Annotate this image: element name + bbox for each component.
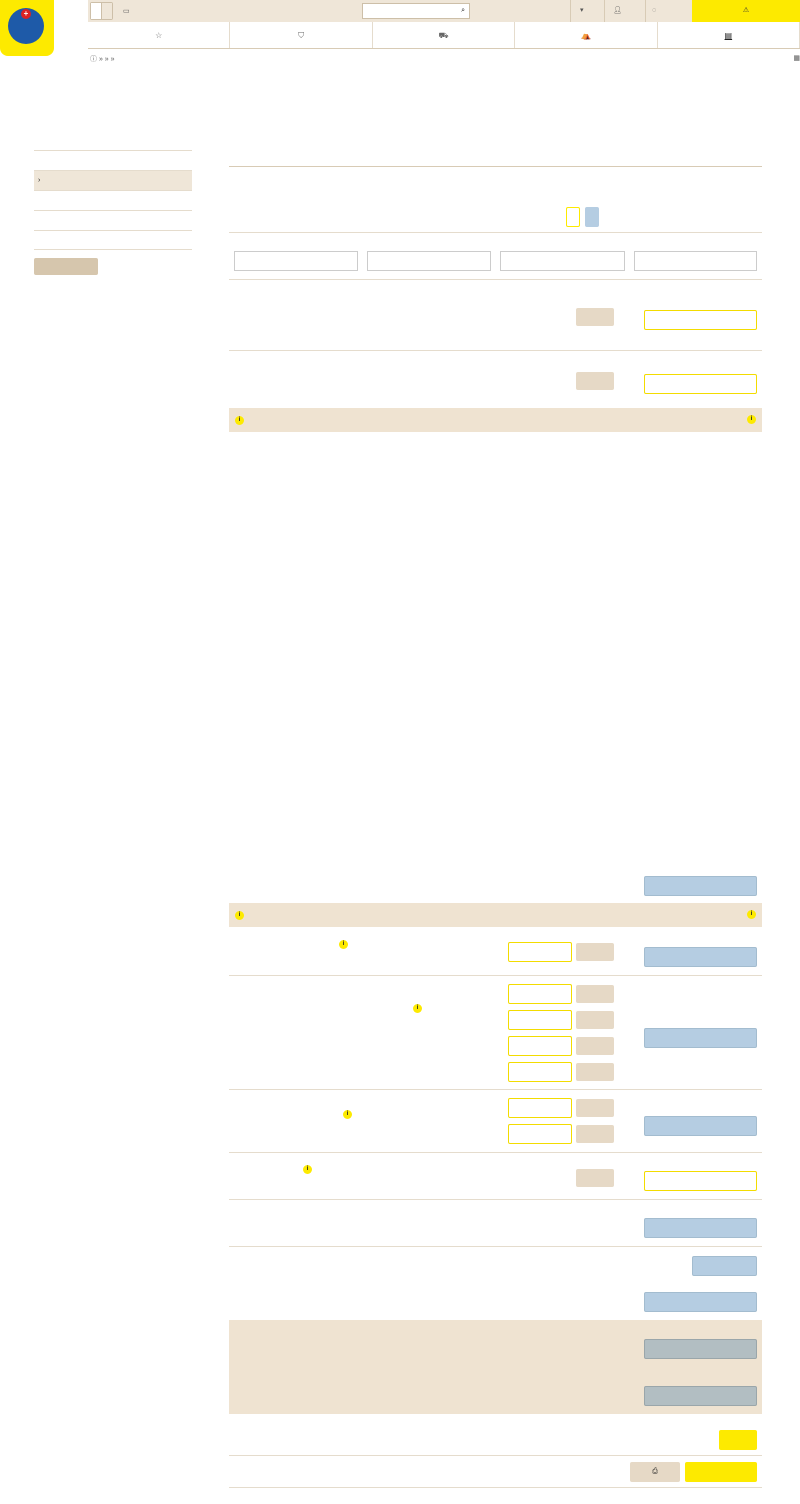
nav-cours[interactable] xyxy=(373,22,515,48)
chat-icon: ◌ xyxy=(652,7,657,14)
standard-button[interactable] xyxy=(576,985,614,1003)
clipboard-icon: ▤ xyxy=(724,30,733,40)
tcs-logo[interactable] xyxy=(0,0,54,56)
sidebar-item-livre-de-bord[interactable] xyxy=(34,210,192,230)
divider xyxy=(229,1199,762,1200)
fixed-costs-header xyxy=(229,408,762,432)
info-icon[interactable]: i xyxy=(413,1004,422,1013)
prix-input[interactable] xyxy=(644,310,757,330)
language-selector[interactable] xyxy=(580,0,584,22)
repair-input[interactable] xyxy=(644,1171,757,1191)
grid-icon: ▦ xyxy=(793,55,800,62)
km-input[interactable] xyxy=(644,374,757,394)
info-circle-icon: ⓘ xyxy=(90,56,97,63)
calculated-field-legend xyxy=(585,207,599,227)
tires-price-input[interactable] xyxy=(508,1098,572,1118)
info-icon[interactable]: i xyxy=(235,416,244,425)
print-button[interactable] xyxy=(630,1462,680,1482)
divider xyxy=(229,1152,762,1153)
fuel-label xyxy=(234,1011,424,1044)
entreprises-tab[interactable] xyxy=(102,3,112,19)
search-input[interactable] xyxy=(362,3,470,19)
particuliers-tab[interactable] xyxy=(91,3,102,19)
tent-icon: ⛺ xyxy=(580,31,591,40)
divider xyxy=(229,1246,762,1247)
divider xyxy=(229,350,762,351)
standard-button[interactable] xyxy=(576,1169,614,1187)
standard-button[interactable] xyxy=(576,308,614,326)
standard-button[interactable] xyxy=(576,372,614,390)
search-icon[interactable]: ⌕ xyxy=(461,7,465,14)
variable-total-value xyxy=(644,1218,757,1238)
fixed-total-value xyxy=(644,876,757,896)
card-icon: ▭ xyxy=(123,8,130,15)
input-field-legend xyxy=(566,207,580,227)
sidebar-item-comparer[interactable] xyxy=(34,230,192,250)
standard-button[interactable] xyxy=(576,1099,614,1117)
main-nav xyxy=(88,22,800,49)
user-icon: 👤︎ xyxy=(613,7,622,14)
devenir-membre-link[interactable] xyxy=(123,7,134,15)
fuel-price-input[interactable] xyxy=(508,1010,572,1030)
login-link[interactable] xyxy=(613,0,622,22)
modele-field[interactable] xyxy=(367,251,491,271)
info-icon[interactable]: i xyxy=(747,415,756,424)
info-icon[interactable]: i xyxy=(747,910,756,919)
tires-lifetime-input[interactable] xyxy=(508,1124,572,1144)
saved-text xyxy=(229,156,762,167)
sitemap-link[interactable] xyxy=(793,54,800,62)
info-icon[interactable]: i xyxy=(339,940,348,949)
standard-button[interactable] xyxy=(576,1063,614,1081)
swiss-cross-icon: + xyxy=(21,9,31,19)
logout-button[interactable] xyxy=(34,258,98,275)
fuel-value xyxy=(644,1028,757,1048)
variable-km-total xyxy=(644,1292,757,1312)
standard-button[interactable] xyxy=(576,943,614,961)
standard-button[interactable] xyxy=(576,1011,614,1029)
standard-button[interactable] xyxy=(576,1037,614,1055)
variable-costs-header xyxy=(229,903,762,927)
warning-icon: ⚠ xyxy=(742,7,750,14)
prix-label xyxy=(234,294,434,329)
chevron-down-icon: ▾ xyxy=(580,7,584,14)
topbar-divider xyxy=(604,0,605,22)
star-icon: ☆ xyxy=(155,31,163,40)
plaque-field[interactable] xyxy=(634,251,757,271)
contact-link[interactable] xyxy=(652,0,656,22)
info-icon[interactable]: i xyxy=(343,1110,352,1119)
nav-camping[interactable] xyxy=(515,22,657,48)
save-calculation-button[interactable] xyxy=(685,1462,757,1482)
variable-km-value xyxy=(692,1256,757,1276)
divider xyxy=(229,1455,762,1456)
field-legend xyxy=(566,207,599,227)
divider xyxy=(229,279,762,280)
divider xyxy=(229,975,762,976)
nav-membres[interactable] xyxy=(88,22,230,48)
divider xyxy=(229,232,762,233)
annee-field[interactable] xyxy=(500,251,625,271)
nav-tests[interactable] xyxy=(658,22,800,48)
nav-produits[interactable] xyxy=(230,22,372,48)
printer-icon: ⎙ xyxy=(652,1468,658,1475)
sidebar xyxy=(34,144,192,275)
urgence-button[interactable] xyxy=(692,0,800,22)
divider xyxy=(229,1089,762,1090)
amort-value xyxy=(644,947,757,967)
marque-field[interactable] xyxy=(234,251,358,271)
info-icon[interactable]: i xyxy=(303,1165,312,1174)
sidebar-item-vue[interactable] xyxy=(34,150,192,170)
amort-percent-input[interactable] xyxy=(508,942,572,962)
breadcrumb: ⓘ » » » xyxy=(90,56,115,63)
calculator xyxy=(229,146,762,1475)
car-icon: ⛟ xyxy=(438,31,449,40)
sidebar-item-calcul-entreprises[interactable] xyxy=(34,190,192,210)
divider xyxy=(229,1487,762,1488)
grand-total-value xyxy=(644,1339,757,1359)
electric-consumption-input[interactable] xyxy=(508,1036,572,1056)
tires-value xyxy=(644,1116,757,1136)
audience-switch xyxy=(90,2,113,20)
fuel-consumption-input[interactable] xyxy=(508,984,572,1004)
info-icon[interactable]: i xyxy=(235,911,244,920)
calculate-button[interactable] xyxy=(719,1430,757,1450)
shield-icon: ⛉ xyxy=(298,31,305,40)
topbar-divider xyxy=(645,0,646,22)
sidebar-item-calcul-individuel[interactable] xyxy=(34,170,192,190)
standard-button[interactable] xyxy=(576,1125,614,1143)
per-km-value xyxy=(644,1386,757,1406)
topbar-divider xyxy=(570,0,571,22)
electric-price-input[interactable] xyxy=(508,1062,572,1082)
